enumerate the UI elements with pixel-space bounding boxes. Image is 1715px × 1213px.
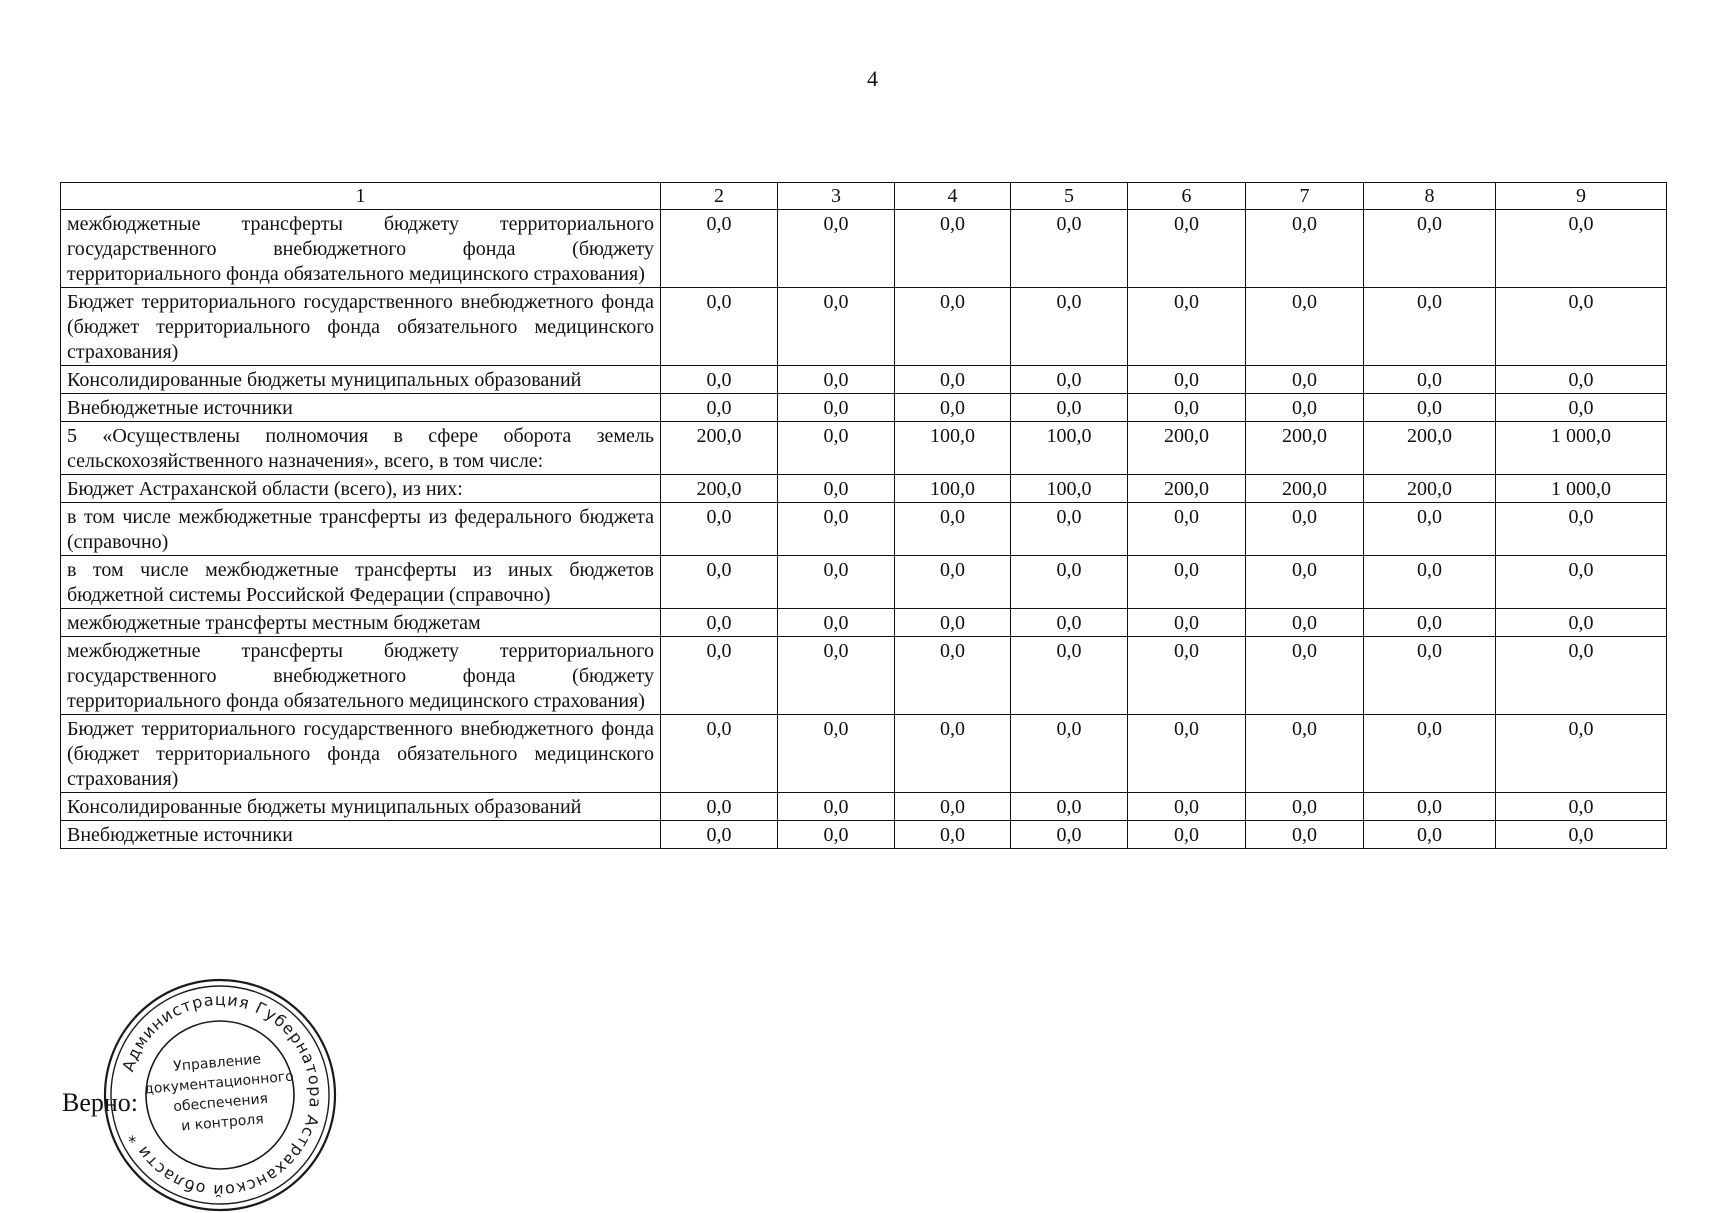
row-value: 0,0 — [1011, 821, 1128, 849]
row-value: 0,0 — [661, 609, 778, 637]
row-value: 0,0 — [1128, 210, 1246, 288]
row-value: 0,0 — [1364, 715, 1496, 793]
row-value: 0,0 — [1364, 394, 1496, 422]
row-value: 200,0 — [1128, 422, 1246, 475]
row-value: 100,0 — [895, 475, 1011, 503]
row-value: 0,0 — [1496, 637, 1667, 715]
row-value: 0,0 — [1246, 503, 1364, 556]
row-value: 0,0 — [1246, 556, 1364, 609]
row-value: 100,0 — [1011, 475, 1128, 503]
row-label: межбюджетные трансферты бюджету территориального государственного внебюджетного фонда (бюджету территориального фонда обязательного медицинского страхования) — [61, 637, 661, 715]
row-value: 0,0 — [1496, 210, 1667, 288]
row-value: 0,0 — [1496, 793, 1667, 821]
row-value: 0,0 — [1496, 503, 1667, 556]
row-value: 0,0 — [1364, 366, 1496, 394]
column-header: 8 — [1364, 183, 1496, 210]
row-value: 1 000,0 — [1496, 475, 1667, 503]
row-label: Консолидированные бюджеты муниципальных образований — [61, 366, 661, 394]
row-value: 200,0 — [1128, 475, 1246, 503]
row-value: 0,0 — [895, 793, 1011, 821]
row-label: межбюджетные трансферты бюджету территориального государственного внебюджетного фонда (бюджету территориального фонда обязательного медицинского страхования) — [61, 210, 661, 288]
row-label: Бюджет территориального государственного внебюджетного фонда (бюджет территориального фонда обязательного медицинского страхования) — [61, 288, 661, 366]
row-value: 0,0 — [778, 503, 895, 556]
row-value: 0,0 — [778, 394, 895, 422]
row-value: 0,0 — [1011, 793, 1128, 821]
row-value: 0,0 — [1011, 637, 1128, 715]
row-label: 5 «Осуществлены полномочия в сфере оборота земель сельскохозяйственного назначения», всего, в том числе: — [61, 422, 661, 475]
column-header: 9 — [1496, 183, 1667, 210]
table-row — [61, 503, 1667, 556]
row-value: 0,0 — [661, 394, 778, 422]
row-value: 0,0 — [661, 503, 778, 556]
column-header: 2 — [661, 183, 778, 210]
row-value: 100,0 — [1011, 422, 1128, 475]
row-value: 0,0 — [895, 210, 1011, 288]
row-label: в том числе межбюджетные трансферты из иных бюджетов бюджетной системы Российской Федерации (справочно) — [61, 556, 661, 609]
row-value: 1 000,0 — [1496, 422, 1667, 475]
row-label: Бюджет Астраханской области (всего), из них: — [61, 475, 661, 503]
row-value: 0,0 — [778, 422, 895, 475]
row-value: 0,0 — [1128, 556, 1246, 609]
row-value: 0,0 — [895, 503, 1011, 556]
row-value: 0,0 — [778, 821, 895, 849]
row-label: Внебюджетные источники — [61, 821, 661, 849]
official-stamp — [102, 977, 338, 1213]
row-value: 0,0 — [661, 793, 778, 821]
row-value: 0,0 — [1364, 637, 1496, 715]
row-value: 0,0 — [895, 288, 1011, 366]
row-value: 0,0 — [1128, 793, 1246, 821]
row-value: 0,0 — [1246, 210, 1364, 288]
stamp-line: обеспечения — [172, 1090, 269, 1116]
row-value: 0,0 — [778, 793, 895, 821]
row-value: 0,0 — [1011, 503, 1128, 556]
row-value: 0,0 — [778, 366, 895, 394]
row-value: 0,0 — [1128, 715, 1246, 793]
row-value: 0,0 — [661, 715, 778, 793]
stamp-line: документационного — [143, 1068, 295, 1098]
row-value: 0,0 — [1246, 609, 1364, 637]
row-value: 0,0 — [895, 715, 1011, 793]
table-row — [61, 793, 1667, 821]
row-value: 0,0 — [1128, 288, 1246, 366]
row-value: 0,0 — [1011, 715, 1128, 793]
row-value: 0,0 — [1364, 556, 1496, 609]
row-label: межбюджетные трансферты местным бюджетам — [61, 609, 661, 637]
stamp-line: Управление — [172, 1051, 262, 1075]
row-value: 0,0 — [1011, 609, 1128, 637]
row-value: 200,0 — [1246, 475, 1364, 503]
row-value: 0,0 — [1496, 821, 1667, 849]
row-value: 0,0 — [661, 556, 778, 609]
row-value: 0,0 — [1246, 288, 1364, 366]
row-value: 0,0 — [661, 210, 778, 288]
verno-label: Верно: — [62, 1088, 139, 1117]
column-header: 6 — [1128, 183, 1246, 210]
row-value: 0,0 — [661, 637, 778, 715]
column-header: 1 — [61, 183, 661, 210]
row-value: 0,0 — [778, 475, 895, 503]
page-number: 4 — [867, 66, 878, 91]
row-value: 0,0 — [1364, 793, 1496, 821]
column-header: 5 — [1011, 183, 1128, 210]
row-value: 0,0 — [1496, 715, 1667, 793]
row-value: 0,0 — [1246, 366, 1364, 394]
row-value: 0,0 — [1496, 609, 1667, 637]
row-value: 0,0 — [1496, 288, 1667, 366]
row-value: 0,0 — [895, 821, 1011, 849]
row-value: 0,0 — [895, 637, 1011, 715]
row-value: 0,0 — [1246, 715, 1364, 793]
column-header: 4 — [895, 183, 1011, 210]
table-row — [61, 210, 1667, 288]
row-value: 0,0 — [1128, 637, 1246, 715]
row-value: 0,0 — [661, 366, 778, 394]
row-value: 0,0 — [1364, 503, 1496, 556]
row-value: 0,0 — [1128, 609, 1246, 637]
column-header: 3 — [778, 183, 895, 210]
row-value: 0,0 — [778, 637, 895, 715]
row-value: 0,0 — [1496, 556, 1667, 609]
stamp-line: и контроля — [180, 1111, 265, 1135]
table-row — [61, 394, 1667, 422]
row-value: 200,0 — [661, 422, 778, 475]
row-value: 0,0 — [1011, 394, 1128, 422]
row-value: 0,0 — [1128, 503, 1246, 556]
row-value: 0,0 — [1011, 366, 1128, 394]
row-value: 0,0 — [778, 288, 895, 366]
table-body — [61, 210, 1667, 849]
data-table — [60, 182, 1667, 849]
row-value: 0,0 — [1128, 366, 1246, 394]
row-label: Внебюджетные источники — [61, 394, 661, 422]
row-value: 0,0 — [1496, 366, 1667, 394]
row-value: 0,0 — [778, 715, 895, 793]
row-value: 0,0 — [895, 394, 1011, 422]
row-value: 0,0 — [1246, 394, 1364, 422]
column-header: 7 — [1246, 183, 1364, 210]
table-row — [61, 637, 1667, 715]
table-row — [61, 715, 1667, 793]
row-value: 0,0 — [778, 609, 895, 637]
row-value: 0,0 — [1496, 394, 1667, 422]
row-value: 0,0 — [661, 288, 778, 366]
row-value: 0,0 — [1364, 210, 1496, 288]
row-label: Бюджет территориального государственного внебюджетного фонда (бюджет территориального фонда обязательного медицинского страхования) — [61, 715, 661, 793]
row-value: 0,0 — [1246, 793, 1364, 821]
header-row — [61, 183, 1667, 210]
row-value: 0,0 — [895, 609, 1011, 637]
row-value: 0,0 — [895, 556, 1011, 609]
row-value: 0,0 — [1364, 821, 1496, 849]
row-label: в том числе межбюджетные трансферты из федерального бюджета (справочно) — [61, 503, 661, 556]
row-value: 0,0 — [1128, 821, 1246, 849]
stamp-ring-text: Администрация Губернатора Астраханской области * — [118, 989, 326, 1201]
table-row — [61, 556, 1667, 609]
row-value: 200,0 — [1246, 422, 1364, 475]
row-value: 0,0 — [1011, 210, 1128, 288]
table-row — [61, 821, 1667, 849]
row-value: 0,0 — [1011, 556, 1128, 609]
row-value: 0,0 — [1246, 637, 1364, 715]
table-row — [61, 609, 1667, 637]
row-label: Консолидированные бюджеты муниципальных образований — [61, 793, 661, 821]
table-row — [61, 288, 1667, 366]
table-row — [61, 475, 1667, 503]
row-value: 200,0 — [1364, 422, 1496, 475]
table-row — [61, 422, 1667, 475]
row-value: 0,0 — [1011, 288, 1128, 366]
row-value: 0,0 — [661, 821, 778, 849]
row-value: 200,0 — [661, 475, 778, 503]
row-value: 0,0 — [1364, 609, 1496, 637]
row-value: 200,0 — [1364, 475, 1496, 503]
row-value: 0,0 — [778, 556, 895, 609]
row-value: 0,0 — [1128, 394, 1246, 422]
table-row — [61, 366, 1667, 394]
row-value: 0,0 — [1364, 288, 1496, 366]
row-value: 0,0 — [895, 366, 1011, 394]
row-value: 0,0 — [1246, 821, 1364, 849]
row-value: 0,0 — [778, 210, 895, 288]
row-value: 100,0 — [895, 422, 1011, 475]
